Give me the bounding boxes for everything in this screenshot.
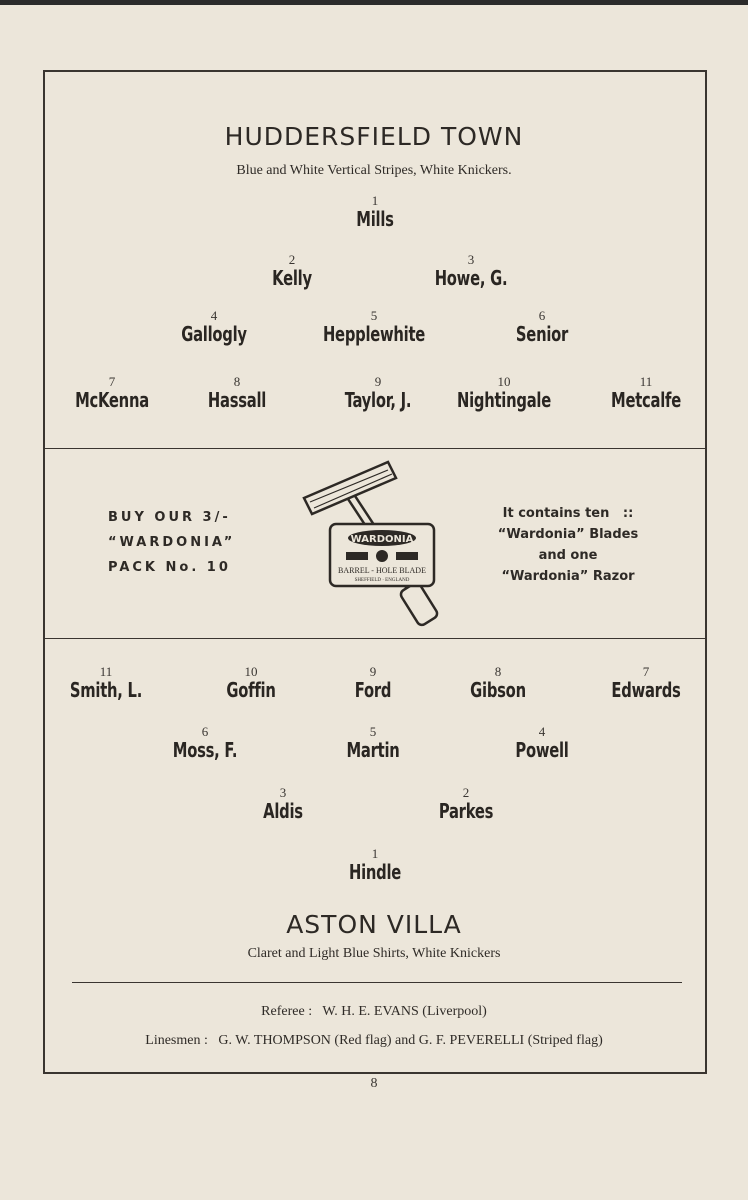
shirt-number: 1 bbox=[371, 846, 379, 861]
away-player bbox=[510, 725, 575, 762]
home-player bbox=[447, 375, 562, 412]
away-player bbox=[166, 725, 245, 762]
shirt-number: 5 bbox=[370, 308, 378, 323]
player-name: Powell bbox=[515, 738, 569, 762]
home-player bbox=[337, 375, 418, 412]
page-top-edge bbox=[0, 0, 748, 5]
shirt-number: 7 bbox=[642, 664, 650, 679]
shirt-number: 8 bbox=[233, 374, 241, 389]
shirt-number: 3 bbox=[279, 785, 287, 800]
away-player bbox=[433, 786, 499, 823]
away-player bbox=[341, 725, 406, 762]
home-team-colours: Blue and White Vertical Stripes, White Knickers. bbox=[236, 163, 512, 178]
player-name: Hindle bbox=[348, 860, 402, 884]
shirt-number: 11 bbox=[99, 664, 113, 679]
away-player bbox=[62, 665, 150, 702]
player-name: Howe, G. bbox=[434, 266, 508, 290]
page-number: 8 bbox=[370, 1076, 378, 1091]
player-name: Edwards bbox=[611, 678, 681, 702]
advert-offer-text bbox=[108, 505, 288, 580]
shirt-number: 2 bbox=[462, 785, 470, 800]
player-name: Hepplewhite bbox=[322, 322, 426, 346]
home-player bbox=[603, 375, 688, 412]
player-name: Gallogly bbox=[181, 322, 247, 346]
home-player bbox=[67, 375, 157, 412]
shirt-number: 4 bbox=[538, 724, 546, 739]
shirt-number: 4 bbox=[210, 308, 218, 323]
home-player bbox=[312, 309, 437, 346]
away-player bbox=[604, 665, 688, 702]
home-player bbox=[352, 194, 398, 231]
advert-line: It contains ten :: bbox=[502, 506, 634, 521]
shirt-number: 10 bbox=[244, 664, 258, 679]
player-name: Taylor, J. bbox=[344, 388, 412, 412]
shirt-number: 2 bbox=[288, 252, 296, 267]
home-player bbox=[268, 253, 316, 290]
home-player bbox=[202, 375, 273, 412]
shirt-number: 8 bbox=[494, 664, 502, 679]
officials-rule bbox=[72, 982, 682, 983]
player-name: Smith, L. bbox=[69, 678, 143, 702]
advert-contents-text bbox=[478, 503, 658, 587]
player-name: Ford bbox=[354, 678, 392, 702]
pack-origin-label: SHEFFIELD · ENGLAND bbox=[354, 578, 410, 583]
shirt-number: 7 bbox=[108, 374, 116, 389]
shirt-number: 5 bbox=[369, 724, 377, 739]
divider-bottom bbox=[45, 638, 705, 639]
player-name: Gibson bbox=[470, 678, 526, 702]
blade-pack-icon bbox=[330, 524, 434, 586]
away-player bbox=[259, 786, 307, 823]
player-name: Parkes bbox=[438, 799, 494, 823]
player-name: Aldis bbox=[263, 799, 303, 823]
away-team-name: ASTON VILLA bbox=[286, 910, 462, 939]
shirt-number: 6 bbox=[201, 724, 209, 739]
shirt-number: 1 bbox=[371, 193, 379, 208]
linesmen-line: Linesmen : G. W. THOMPSON (Red flag) and G. F. PEVERELLI (Striped flag) bbox=[145, 1033, 603, 1048]
advert-line: “Wardonia” Blades bbox=[497, 527, 639, 542]
razor-pack-illustration bbox=[300, 456, 470, 634]
shirt-number: 10 bbox=[497, 374, 511, 389]
home-team-name: HUDDERSFIELD TOWN bbox=[224, 122, 524, 151]
divider-top bbox=[45, 448, 705, 449]
player-name: Nightingale bbox=[457, 388, 551, 412]
home-player bbox=[427, 253, 516, 290]
advert-line: “WARDONIA” bbox=[108, 535, 236, 550]
player-name: McKenna bbox=[75, 388, 149, 412]
advert-line: “Wardonia” Razor bbox=[501, 569, 635, 584]
advert-line: BUY OUR 3/- bbox=[108, 510, 231, 525]
away-player bbox=[221, 665, 281, 702]
referee-line: Referee : W. H. E. EVANS (Liverpool) bbox=[261, 1004, 487, 1019]
player-name: Metcalfe bbox=[611, 388, 681, 412]
shirt-number: 9 bbox=[374, 374, 382, 389]
away-player bbox=[464, 665, 532, 702]
away-player bbox=[351, 665, 395, 702]
shirt-number: 9 bbox=[369, 664, 377, 679]
player-name: Kelly bbox=[272, 266, 312, 290]
player-name: Senior bbox=[515, 322, 569, 346]
player-name: Moss, F. bbox=[172, 738, 238, 762]
shirt-number: 3 bbox=[467, 252, 475, 267]
away-player bbox=[343, 847, 406, 884]
shirt-number: 11 bbox=[639, 374, 653, 389]
pack-brand-label: WARDONIA bbox=[350, 534, 414, 545]
home-player bbox=[510, 309, 574, 346]
home-player bbox=[174, 309, 254, 346]
player-name: Goffin bbox=[226, 678, 276, 702]
player-name: Mills bbox=[356, 207, 394, 231]
shirt-number: 6 bbox=[538, 308, 546, 323]
pack-type-label: BARREL - HOLE BLADE bbox=[338, 566, 426, 575]
player-name: Hassall bbox=[207, 388, 267, 412]
away-team-colours: Claret and Light Blue Shirts, White Knickers bbox=[247, 946, 501, 961]
advert-line: PACK No. 10 bbox=[108, 560, 231, 575]
advert-line: and one bbox=[538, 548, 598, 563]
player-name: Martin bbox=[346, 738, 400, 762]
